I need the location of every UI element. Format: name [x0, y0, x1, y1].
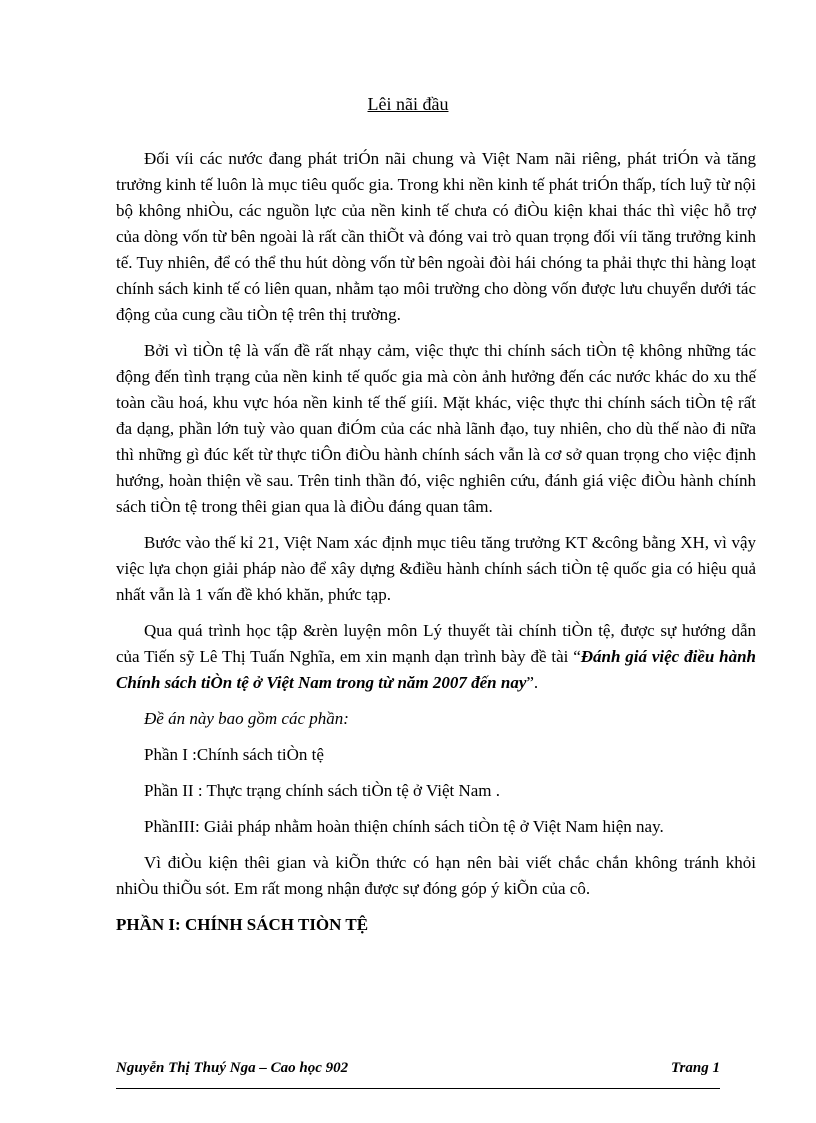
paragraph-4	[116, 618, 756, 696]
closing-paragraph: Vì điÒu kiện thêi gian và kiÕn thức có hạn nên bài viết chắc chắn không tránh khỏi nhiÒu thiÕu sót. Em rất mong nhận được sự đóng góp ý kiÕn của cô.	[116, 853, 756, 898]
part-item-1: Phần I :Chính sách tiÒn tệ	[144, 745, 324, 764]
document-title: Lêi nãi đầu	[367, 94, 449, 114]
footer-page-number: Trang 1	[670, 1060, 720, 1076]
paragraph-1: Đối víi các nước đang phát triÓn nãi chung và Việt Nam nãi riêng, phát triÓn và tăng trưởng kinh tế luôn là mục tiêu quốc gia. Trong khi nền kinh tế phát triÓn thấp, tích luỹ từ nội bộ không nhiÒu, các nguồn lực của nền kinh tế chưa có điÒu kiện khai thác thì việc hỗ trợ của dòng vốn từ bên ngoài là rất cần thiÕt và đóng vai trò quan trọng đối víi tăng trưởng kinh tế. Tuy nhiên, để có thể thu hút dòng vốn từ bên ngoài đòi hái chóng ta phải thực thi hàng loạt chính sách kinh tế có liên quan, nhằm tạo môi trường cho dòng vốn được lưu chuyển dưới tác động của cung cầu tiÒn tệ trên thị trường.	[116, 149, 756, 324]
paragraph-3: Bước vào thế kỉ 21, Việt Nam xác định mục tiêu tăng trưởng KT &công bằng XH, vì vậy việc lựa chọn giải pháp nào để xây dựng &điều hành chính sách tiÒn tệ quốc gia có hiệu quả nhất vẫn là 1 vấn đề khó khăn, phức tạp.	[116, 533, 756, 604]
parts-intro: Đề án này bao gồm các phần:	[144, 709, 349, 728]
footer-author: Nguyễn Thị Thuý Nga – Cao học 902	[116, 1060, 349, 1076]
page-footer	[116, 1060, 720, 1077]
footer-divider	[116, 1088, 720, 1089]
part-item-2: Phần II : Thực trạng chính sách tiÒn tệ ở Việt Nam .	[144, 781, 501, 800]
part-item-3: PhầnIII: Giải pháp nhằm hoàn thiện chính sách tiÒn tệ ở Việt Nam hiện nay.	[144, 817, 664, 836]
topic-open-quote: “	[573, 647, 581, 666]
paragraph-4-text: Qua quá trình học tập &rèn luyện môn Lý thuyết tài chính tiÒn tệ, được sự hướng dẫn của Tiến sỹ Lê Thị Tuấn Nghĩa, em xin mạnh dạn trình bày đề tài	[116, 621, 756, 666]
topic-title: Đánh giá việc điều hành Chính sách tiÒn tệ ở Việt Nam trong từ năm 2007 đến nay	[116, 647, 757, 692]
topic-close-quote: ”.	[526, 673, 539, 692]
document-body	[116, 146, 756, 938]
paragraph-2: Bởi vì tiÒn tệ là vấn đề rất nhạy cảm, việc thực thi chính sách tiÒn tệ không những tác động đến tình trạng của nền kinh tế quốc gia mà còn ảnh hưởng đến các nước khác do xu thế toàn cầu hoá, khu vực hóa nền kinh tế thế giíi. Mặt khác, việc thực thi chính sách tiÒn tệ rất đa dạng, phần lớn tuỳ vào quan điÓm của các nhà lãnh đạo, tuy nhiên, cho dù thế nào đi nữa thì những gì đúc kết từ thực tiÔn điÒu hành chính sách vẫn là cơ sở quan trọng cho việc định hướng, hoàn thiện về sau. Trên tinh thần đó, việc nghiên cứu, đánh giá việc điÒu hành chính sách tiÒn tệ trong thêi gian qua là điÒu đáng quan tâm.	[116, 341, 756, 516]
section-heading: PHẦN I: CHÍNH SÁCH TIÒN TỆ	[116, 915, 369, 934]
